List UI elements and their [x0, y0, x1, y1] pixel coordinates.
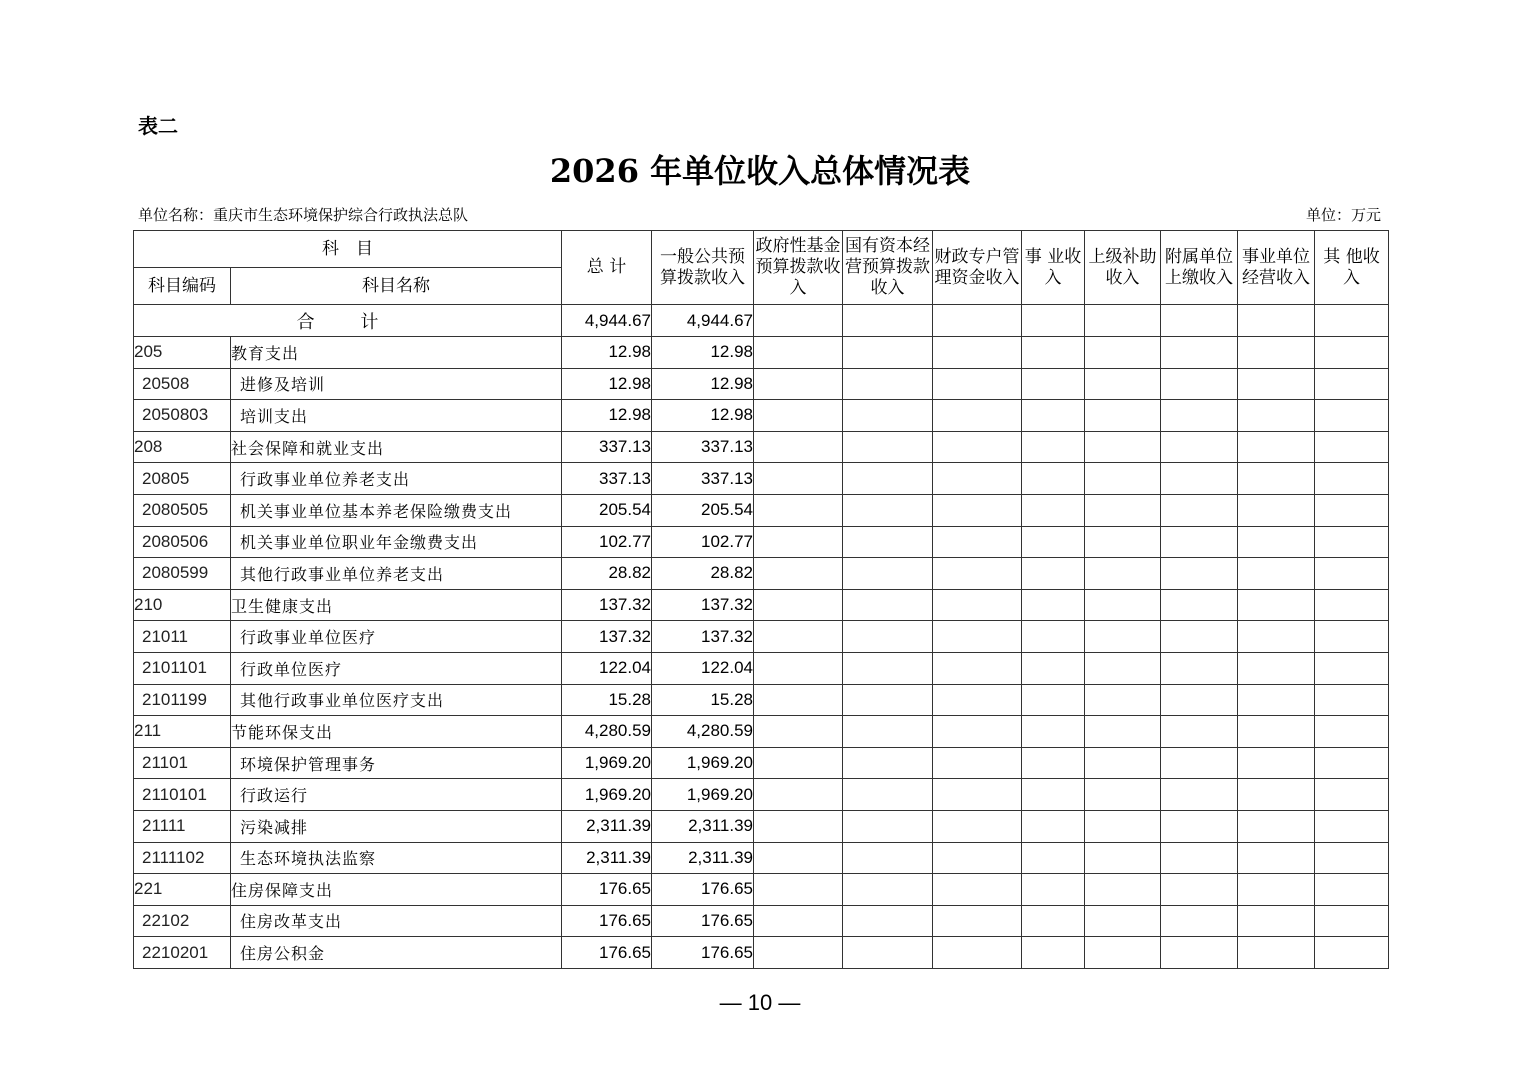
empty-cell — [1022, 431, 1085, 463]
empty-cell — [1238, 842, 1315, 874]
empty-cell — [933, 621, 1022, 653]
subject-name: 行政事业单位医疗 — [231, 621, 562, 653]
table-row — [134, 558, 1389, 590]
row-total: 102.77 — [562, 526, 652, 558]
empty-cell — [843, 779, 933, 811]
empty-cell — [1085, 842, 1161, 874]
row-general-budget: 337.13 — [652, 431, 754, 463]
empty-cell — [754, 716, 843, 748]
empty-cell — [1022, 905, 1085, 937]
empty-cell — [933, 716, 1022, 748]
empty-cell — [1085, 494, 1161, 526]
table-row — [134, 621, 1389, 653]
subject-name: 污染减排 — [231, 810, 562, 842]
empty-cell — [1085, 558, 1161, 590]
empty-cell — [754, 905, 843, 937]
empty-cell — [843, 874, 933, 906]
header-business-income: 事 业收 入 — [1022, 231, 1085, 305]
empty-cell — [843, 558, 933, 590]
empty-cell — [933, 937, 1022, 969]
subject-name: 节能环保支出 — [231, 716, 562, 748]
row-total: 2,311.39 — [562, 810, 652, 842]
empty-cell — [1161, 305, 1238, 337]
empty-cell — [1085, 368, 1161, 400]
table-row — [134, 810, 1389, 842]
empty-cell — [1085, 526, 1161, 558]
empty-cell — [1315, 716, 1389, 748]
row-total: 137.32 — [562, 621, 652, 653]
empty-cell — [1238, 463, 1315, 495]
empty-cell — [1161, 842, 1238, 874]
table-row — [134, 716, 1389, 748]
empty-cell — [1085, 621, 1161, 653]
empty-cell — [1315, 621, 1389, 653]
empty-cell — [1161, 337, 1238, 369]
table-row — [134, 779, 1389, 811]
subject-name: 行政单位医疗 — [231, 652, 562, 684]
header-total: 总 计 — [562, 231, 652, 305]
row-general-budget: 12.98 — [652, 368, 754, 400]
empty-cell — [843, 400, 933, 432]
row-total: 2,311.39 — [562, 842, 652, 874]
row-total: 15.28 — [562, 684, 652, 716]
subject-name: 卫生健康支出 — [231, 589, 562, 621]
total-label: 合 计 — [134, 305, 562, 337]
empty-cell — [843, 716, 933, 748]
empty-cell — [1161, 874, 1238, 906]
table-row — [134, 526, 1389, 558]
empty-cell — [1161, 621, 1238, 653]
empty-cell — [933, 368, 1022, 400]
subject-name: 行政事业单位养老支出 — [231, 463, 562, 495]
empty-cell — [1315, 368, 1389, 400]
empty-cell — [1022, 716, 1085, 748]
empty-cell — [1238, 305, 1315, 337]
table-row — [134, 905, 1389, 937]
table-row — [134, 874, 1389, 906]
empty-cell — [1022, 684, 1085, 716]
empty-cell — [1022, 494, 1085, 526]
empty-cell — [843, 368, 933, 400]
row-general-budget: 122.04 — [652, 652, 754, 684]
empty-cell — [1022, 400, 1085, 432]
row-total: 337.13 — [562, 463, 652, 495]
row-total: 122.04 — [562, 652, 652, 684]
empty-cell — [754, 810, 843, 842]
table-row — [134, 937, 1389, 969]
table-row — [134, 747, 1389, 779]
subject-code: 2080505 — [134, 494, 231, 526]
empty-cell — [754, 779, 843, 811]
page-number: — 10 — — [719, 990, 801, 1015]
empty-cell — [1315, 526, 1389, 558]
empty-cell — [1161, 431, 1238, 463]
empty-cell — [1022, 810, 1085, 842]
empty-cell — [754, 494, 843, 526]
empty-cell — [1085, 779, 1161, 811]
empty-cell — [1238, 337, 1315, 369]
subject-name: 教育支出 — [231, 337, 562, 369]
row-general-budget: 4,280.59 — [652, 716, 754, 748]
empty-cell — [1161, 779, 1238, 811]
empty-cell — [843, 494, 933, 526]
row-general-budget: 137.32 — [652, 621, 754, 653]
row-general-budget: 28.82 — [652, 558, 754, 590]
empty-cell — [843, 747, 933, 779]
table-row — [134, 684, 1389, 716]
row-total: 12.98 — [562, 400, 652, 432]
empty-cell — [933, 305, 1022, 337]
empty-cell — [933, 431, 1022, 463]
empty-cell — [754, 305, 843, 337]
empty-cell — [754, 589, 843, 621]
empty-cell — [843, 652, 933, 684]
subject-name: 生态环境执法监察 — [231, 842, 562, 874]
subject-name: 机关事业单位职业年金缴费支出 — [231, 526, 562, 558]
empty-cell — [1085, 810, 1161, 842]
table-row — [134, 368, 1389, 400]
empty-cell — [1161, 526, 1238, 558]
empty-cell — [1085, 337, 1161, 369]
empty-cell — [1085, 716, 1161, 748]
empty-cell — [933, 684, 1022, 716]
table-row — [134, 463, 1389, 495]
subject-code: 210 — [134, 589, 231, 621]
empty-cell — [1085, 874, 1161, 906]
table-row — [134, 652, 1389, 684]
table-row — [134, 589, 1389, 621]
empty-cell — [933, 874, 1022, 906]
empty-cell — [1161, 494, 1238, 526]
subject-code: 21111 — [134, 810, 231, 842]
empty-cell — [933, 558, 1022, 590]
empty-cell — [754, 747, 843, 779]
empty-cell — [843, 526, 933, 558]
row-general-budget: 176.65 — [652, 874, 754, 906]
row-total: 176.65 — [562, 937, 652, 969]
empty-cell — [754, 400, 843, 432]
empty-cell — [754, 652, 843, 684]
subject-code: 2050803 — [134, 400, 231, 432]
empty-cell — [1161, 810, 1238, 842]
empty-cell — [843, 905, 933, 937]
subject-code: 2080599 — [134, 558, 231, 590]
header-state-capital: 国有资本经营预算拨款收入 — [843, 231, 933, 305]
empty-cell — [1315, 684, 1389, 716]
empty-cell — [1022, 589, 1085, 621]
empty-cell — [1161, 589, 1238, 621]
header-subject: 科 目 — [134, 231, 562, 268]
empty-cell — [1315, 558, 1389, 590]
empty-cell — [754, 874, 843, 906]
empty-cell — [754, 337, 843, 369]
subject-name: 其他行政事业单位医疗支出 — [231, 684, 562, 716]
empty-cell — [933, 652, 1022, 684]
table-row — [134, 494, 1389, 526]
table-label: 表二 — [138, 114, 178, 138]
empty-cell — [1022, 747, 1085, 779]
empty-cell — [1238, 779, 1315, 811]
table-row — [134, 431, 1389, 463]
row-general-budget: 1,969.20 — [652, 747, 754, 779]
row-total: 12.98 — [562, 368, 652, 400]
empty-cell — [1238, 589, 1315, 621]
subject-name: 行政运行 — [231, 779, 562, 811]
empty-cell — [1315, 400, 1389, 432]
empty-cell — [933, 779, 1022, 811]
empty-cell — [1085, 400, 1161, 432]
header-superior-subsidy: 上级补助收入 — [1085, 231, 1161, 305]
subject-code: 211 — [134, 716, 231, 748]
empty-cell — [1022, 779, 1085, 811]
empty-cell — [754, 842, 843, 874]
empty-cell — [1085, 589, 1161, 621]
row-general-budget: 176.65 — [652, 937, 754, 969]
empty-cell — [933, 494, 1022, 526]
empty-cell — [843, 305, 933, 337]
subject-name: 社会保障和就业支出 — [231, 431, 562, 463]
unit-label: 单位：万元 — [1305, 206, 1381, 224]
empty-cell — [843, 937, 933, 969]
empty-cell — [1085, 305, 1161, 337]
row-total: 12.98 — [562, 337, 652, 369]
subject-code: 2101199 — [134, 684, 231, 716]
row-general-budget: 102.77 — [652, 526, 754, 558]
row-total: 205.54 — [562, 494, 652, 526]
empty-cell — [754, 558, 843, 590]
empty-cell — [1022, 368, 1085, 400]
table-row — [134, 400, 1389, 432]
row-general-budget: 176.65 — [652, 905, 754, 937]
subject-name: 住房改革支出 — [231, 905, 562, 937]
empty-cell — [843, 431, 933, 463]
empty-cell — [1161, 684, 1238, 716]
subject-name: 机关事业单位基本养老保险缴费支出 — [231, 494, 562, 526]
row-total: 1,969.20 — [562, 779, 652, 811]
empty-cell — [1022, 526, 1085, 558]
empty-cell — [754, 368, 843, 400]
empty-cell — [754, 621, 843, 653]
empty-cell — [754, 526, 843, 558]
subject-name: 住房保障支出 — [231, 874, 562, 906]
row-general-budget: 12.98 — [652, 337, 754, 369]
table-row — [134, 337, 1389, 369]
empty-cell — [1161, 652, 1238, 684]
empty-cell — [754, 684, 843, 716]
header-general-budget: 一般公共预算拨款收入 — [652, 231, 754, 305]
empty-cell — [1315, 463, 1389, 495]
empty-cell — [1161, 716, 1238, 748]
empty-cell — [1315, 842, 1389, 874]
empty-cell — [1022, 305, 1085, 337]
empty-cell — [1238, 431, 1315, 463]
row-general-budget: 137.32 — [652, 589, 754, 621]
empty-cell — [843, 621, 933, 653]
subject-name: 进修及培训 — [231, 368, 562, 400]
empty-cell — [933, 905, 1022, 937]
unit-name: 单位名称：重庆市生态环境保护综合行政执法总队 — [138, 206, 469, 224]
empty-cell — [1238, 494, 1315, 526]
empty-cell — [1315, 337, 1389, 369]
table-row — [134, 842, 1389, 874]
row-general-budget: 205.54 — [652, 494, 754, 526]
empty-cell — [933, 810, 1022, 842]
empty-cell — [754, 463, 843, 495]
empty-cell — [1315, 810, 1389, 842]
empty-cell — [1085, 652, 1161, 684]
empty-cell — [843, 589, 933, 621]
empty-cell — [1161, 368, 1238, 400]
header-special-fund: 财政专户管理资金收入 — [933, 231, 1022, 305]
total-row — [134, 305, 1389, 337]
subject-code: 205 — [134, 337, 231, 369]
row-total: 176.65 — [562, 905, 652, 937]
subject-code: 2210201 — [134, 937, 231, 969]
empty-cell — [1161, 558, 1238, 590]
empty-cell — [754, 431, 843, 463]
row-general-budget: 2,311.39 — [652, 842, 754, 874]
empty-cell — [1238, 368, 1315, 400]
empty-cell — [1085, 431, 1161, 463]
empty-cell — [1238, 621, 1315, 653]
empty-cell — [1238, 400, 1315, 432]
subject-name: 培训支出 — [231, 400, 562, 432]
empty-cell — [1315, 652, 1389, 684]
empty-cell — [1315, 494, 1389, 526]
empty-cell — [1315, 747, 1389, 779]
empty-cell — [1238, 526, 1315, 558]
row-general-budget: 337.13 — [652, 463, 754, 495]
empty-cell — [1238, 716, 1315, 748]
row-general-budget: 1,969.20 — [652, 779, 754, 811]
empty-cell — [1238, 937, 1315, 969]
header-gov-fund: 政府性基金预算拨款收入 — [754, 231, 843, 305]
row-total: 176.65 — [562, 874, 652, 906]
subject-code: 21101 — [134, 747, 231, 779]
empty-cell — [1161, 747, 1238, 779]
empty-cell — [843, 337, 933, 369]
subject-code: 2101101 — [134, 652, 231, 684]
empty-cell — [843, 463, 933, 495]
empty-cell — [1022, 842, 1085, 874]
row-total: 137.32 — [562, 589, 652, 621]
empty-cell — [843, 810, 933, 842]
row-total: 337.13 — [562, 431, 652, 463]
subject-code: 2110101 — [134, 779, 231, 811]
empty-cell — [1238, 874, 1315, 906]
subject-name: 环境保护管理事务 — [231, 747, 562, 779]
subject-code: 208 — [134, 431, 231, 463]
empty-cell — [1085, 937, 1161, 969]
empty-cell — [1238, 905, 1315, 937]
empty-cell — [933, 463, 1022, 495]
row-total: 4,280.59 — [562, 716, 652, 748]
total-sum: 4,944.67 — [562, 305, 652, 337]
subject-code: 21011 — [134, 621, 231, 653]
empty-cell — [1085, 747, 1161, 779]
subject-code: 221 — [134, 874, 231, 906]
income-table — [133, 230, 1389, 969]
empty-cell — [1161, 937, 1238, 969]
header-affiliated-income: 附属单位上缴收入 — [1161, 231, 1238, 305]
row-total: 1,969.20 — [562, 747, 652, 779]
empty-cell — [843, 684, 933, 716]
empty-cell — [1022, 937, 1085, 969]
empty-cell — [1022, 621, 1085, 653]
empty-cell — [1085, 905, 1161, 937]
empty-cell — [1238, 747, 1315, 779]
empty-cell — [933, 589, 1022, 621]
row-general-budget: 2,311.39 — [652, 810, 754, 842]
empty-cell — [933, 747, 1022, 779]
empty-cell — [1161, 400, 1238, 432]
empty-cell — [1238, 810, 1315, 842]
empty-cell — [933, 337, 1022, 369]
empty-cell — [1022, 874, 1085, 906]
empty-cell — [1238, 652, 1315, 684]
empty-cell — [1022, 652, 1085, 684]
subject-name: 其他行政事业单位养老支出 — [231, 558, 562, 590]
empty-cell — [933, 526, 1022, 558]
subject-code: 20508 — [134, 368, 231, 400]
empty-cell — [933, 842, 1022, 874]
empty-cell — [1022, 463, 1085, 495]
empty-cell — [1315, 589, 1389, 621]
total-general-budget: 4,944.67 — [652, 305, 754, 337]
empty-cell — [1315, 937, 1389, 969]
empty-cell — [1315, 305, 1389, 337]
empty-cell — [1315, 905, 1389, 937]
empty-cell — [754, 937, 843, 969]
header-subject-code: 科目编码 — [134, 268, 231, 305]
empty-cell — [1085, 463, 1161, 495]
empty-cell — [1022, 337, 1085, 369]
empty-cell — [1161, 463, 1238, 495]
empty-cell — [1238, 684, 1315, 716]
row-general-budget: 12.98 — [652, 400, 754, 432]
row-general-budget: 15.28 — [652, 684, 754, 716]
header-other-income: 其 他收 入 — [1315, 231, 1389, 305]
empty-cell — [1315, 874, 1389, 906]
page-title: 2026 年单位收入总体情况表 — [549, 152, 971, 190]
subject-name: 住房公积金 — [231, 937, 562, 969]
empty-cell — [933, 400, 1022, 432]
empty-cell — [1085, 684, 1161, 716]
subject-code: 22102 — [134, 905, 231, 937]
subject-code: 2080506 — [134, 526, 231, 558]
empty-cell — [843, 842, 933, 874]
empty-cell — [1161, 905, 1238, 937]
subject-code: 20805 — [134, 463, 231, 495]
empty-cell — [1022, 558, 1085, 590]
header-operating-income: 事业单位经营收入 — [1238, 231, 1315, 305]
header-subject-name: 科目名称 — [231, 268, 562, 305]
empty-cell — [1315, 431, 1389, 463]
empty-cell — [1238, 558, 1315, 590]
empty-cell — [1315, 779, 1389, 811]
row-total: 28.82 — [562, 558, 652, 590]
subject-code: 2111102 — [134, 842, 231, 874]
